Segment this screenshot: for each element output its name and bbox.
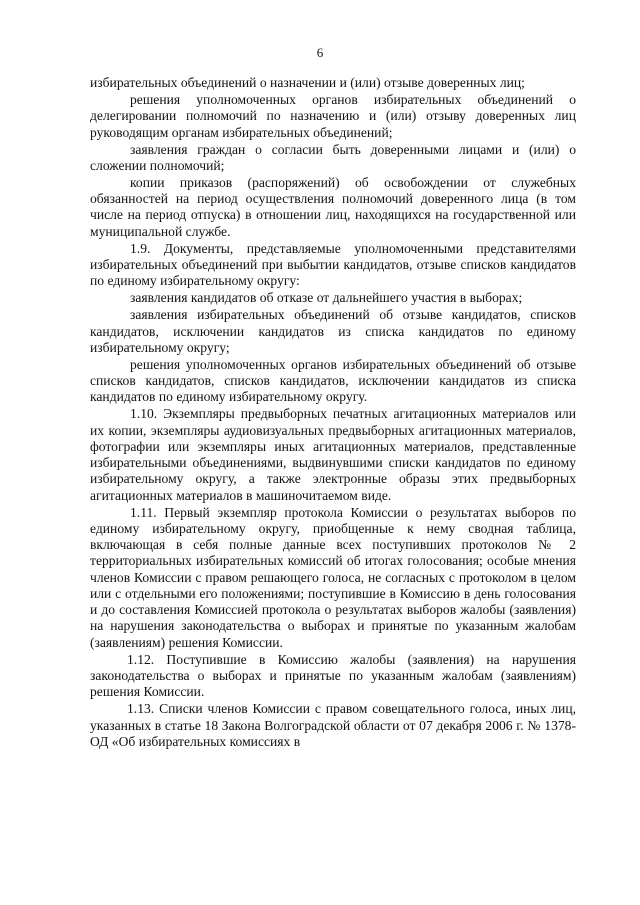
section-1-12: 1.12. Поступившие в Комиссию жалобы (заявления) на нарушения законодательства о выборах и принятые по указанным жалобам (заявлениям) решения Комиссии. bbox=[90, 651, 576, 700]
document-body bbox=[90, 75, 576, 751]
page-number: 6 bbox=[316, 45, 324, 60]
paragraph: заявления избирательных объединений об отзыве кандидатов, списков кандидатов, исключении кандидатов из списка кандидатов по единому избирательному округу; bbox=[90, 307, 576, 355]
section-1-9: 1.9. Документы, представляемые уполномоченными представителями избирательных объединений при выбытии кандидатов, отзыве списков кандидатов по единому избирательному округу: bbox=[90, 240, 576, 289]
paragraph: заявления кандидатов об отказе от дальнейшего участия в выборах; bbox=[130, 290, 523, 306]
paragraph: решения уполномоченных органов избирательных объединений об отзыве списков кандидатов, списков кандидатов, исключении кандидатов из списка кандидатов по единому избирательному округу. bbox=[90, 356, 576, 405]
section-1-11: 1.11. Первый экземпляр протокола Комиссии о результатах выборов по единому избирательному округу, приобщенные к нему сводная таблица, включающая в себя полные данные всех поступивших протоколов № 2 территориальных избирательных комиссий об итогах голосования; особые мнения членов Комиссии с правом решающего голоса, не согласных с протоколом в целом или с отдельными его положениями; поступившие в Комиссию в день голосования и до составления Комиссией протокола о результатах выборов жалобы (заявления) на нарушения законодательства о выборах и принятые по указанным жалобам (заявлениям) решения Комиссии. bbox=[90, 504, 576, 650]
paragraph: решения уполномоченных органов избирательных объединений о делегировании полномочий по назначению и (или) отзыву доверенных лиц руководящим органам избирательных объединений; bbox=[90, 92, 576, 140]
section-1-13: 1.13. Списки членов Комиссии с правом совещательного голоса, иных лиц, указанных в статье 18 Закона Волгоградской области от 07 декабря 2006 г. № 1378-ОД «Об избирательных комиссиях в bbox=[90, 701, 576, 749]
section-1-10: 1.10. Экземпляры предвыборных печатных агитационных материалов или их копии, экземпляры аудиовизуальных предвыборных агитационных материалов, фотографии или экземпляры иных агитационных материалов, представленные избирательными объединениями, выдвинувшими списки кандидатов по единому избирательному округу, а также электронные образы этих предвыборных агитационных материалов в машиночитаемом виде. bbox=[90, 406, 576, 503]
paragraph: копии приказов (распоряжений) об освобождении от служебных обязанностей на период осуществления полномочий доверенного лица (в том числе на период отпуска) в отношении лиц, находящихся на государственной или муниципальной службе. bbox=[90, 174, 576, 239]
paragraph: избирательных объединений о назначении и (или) отзыве доверенных лиц; bbox=[90, 75, 525, 90]
paragraph: заявления граждан о согласии быть доверенными лицами и (или) о сложении полномочий; bbox=[90, 141, 576, 173]
